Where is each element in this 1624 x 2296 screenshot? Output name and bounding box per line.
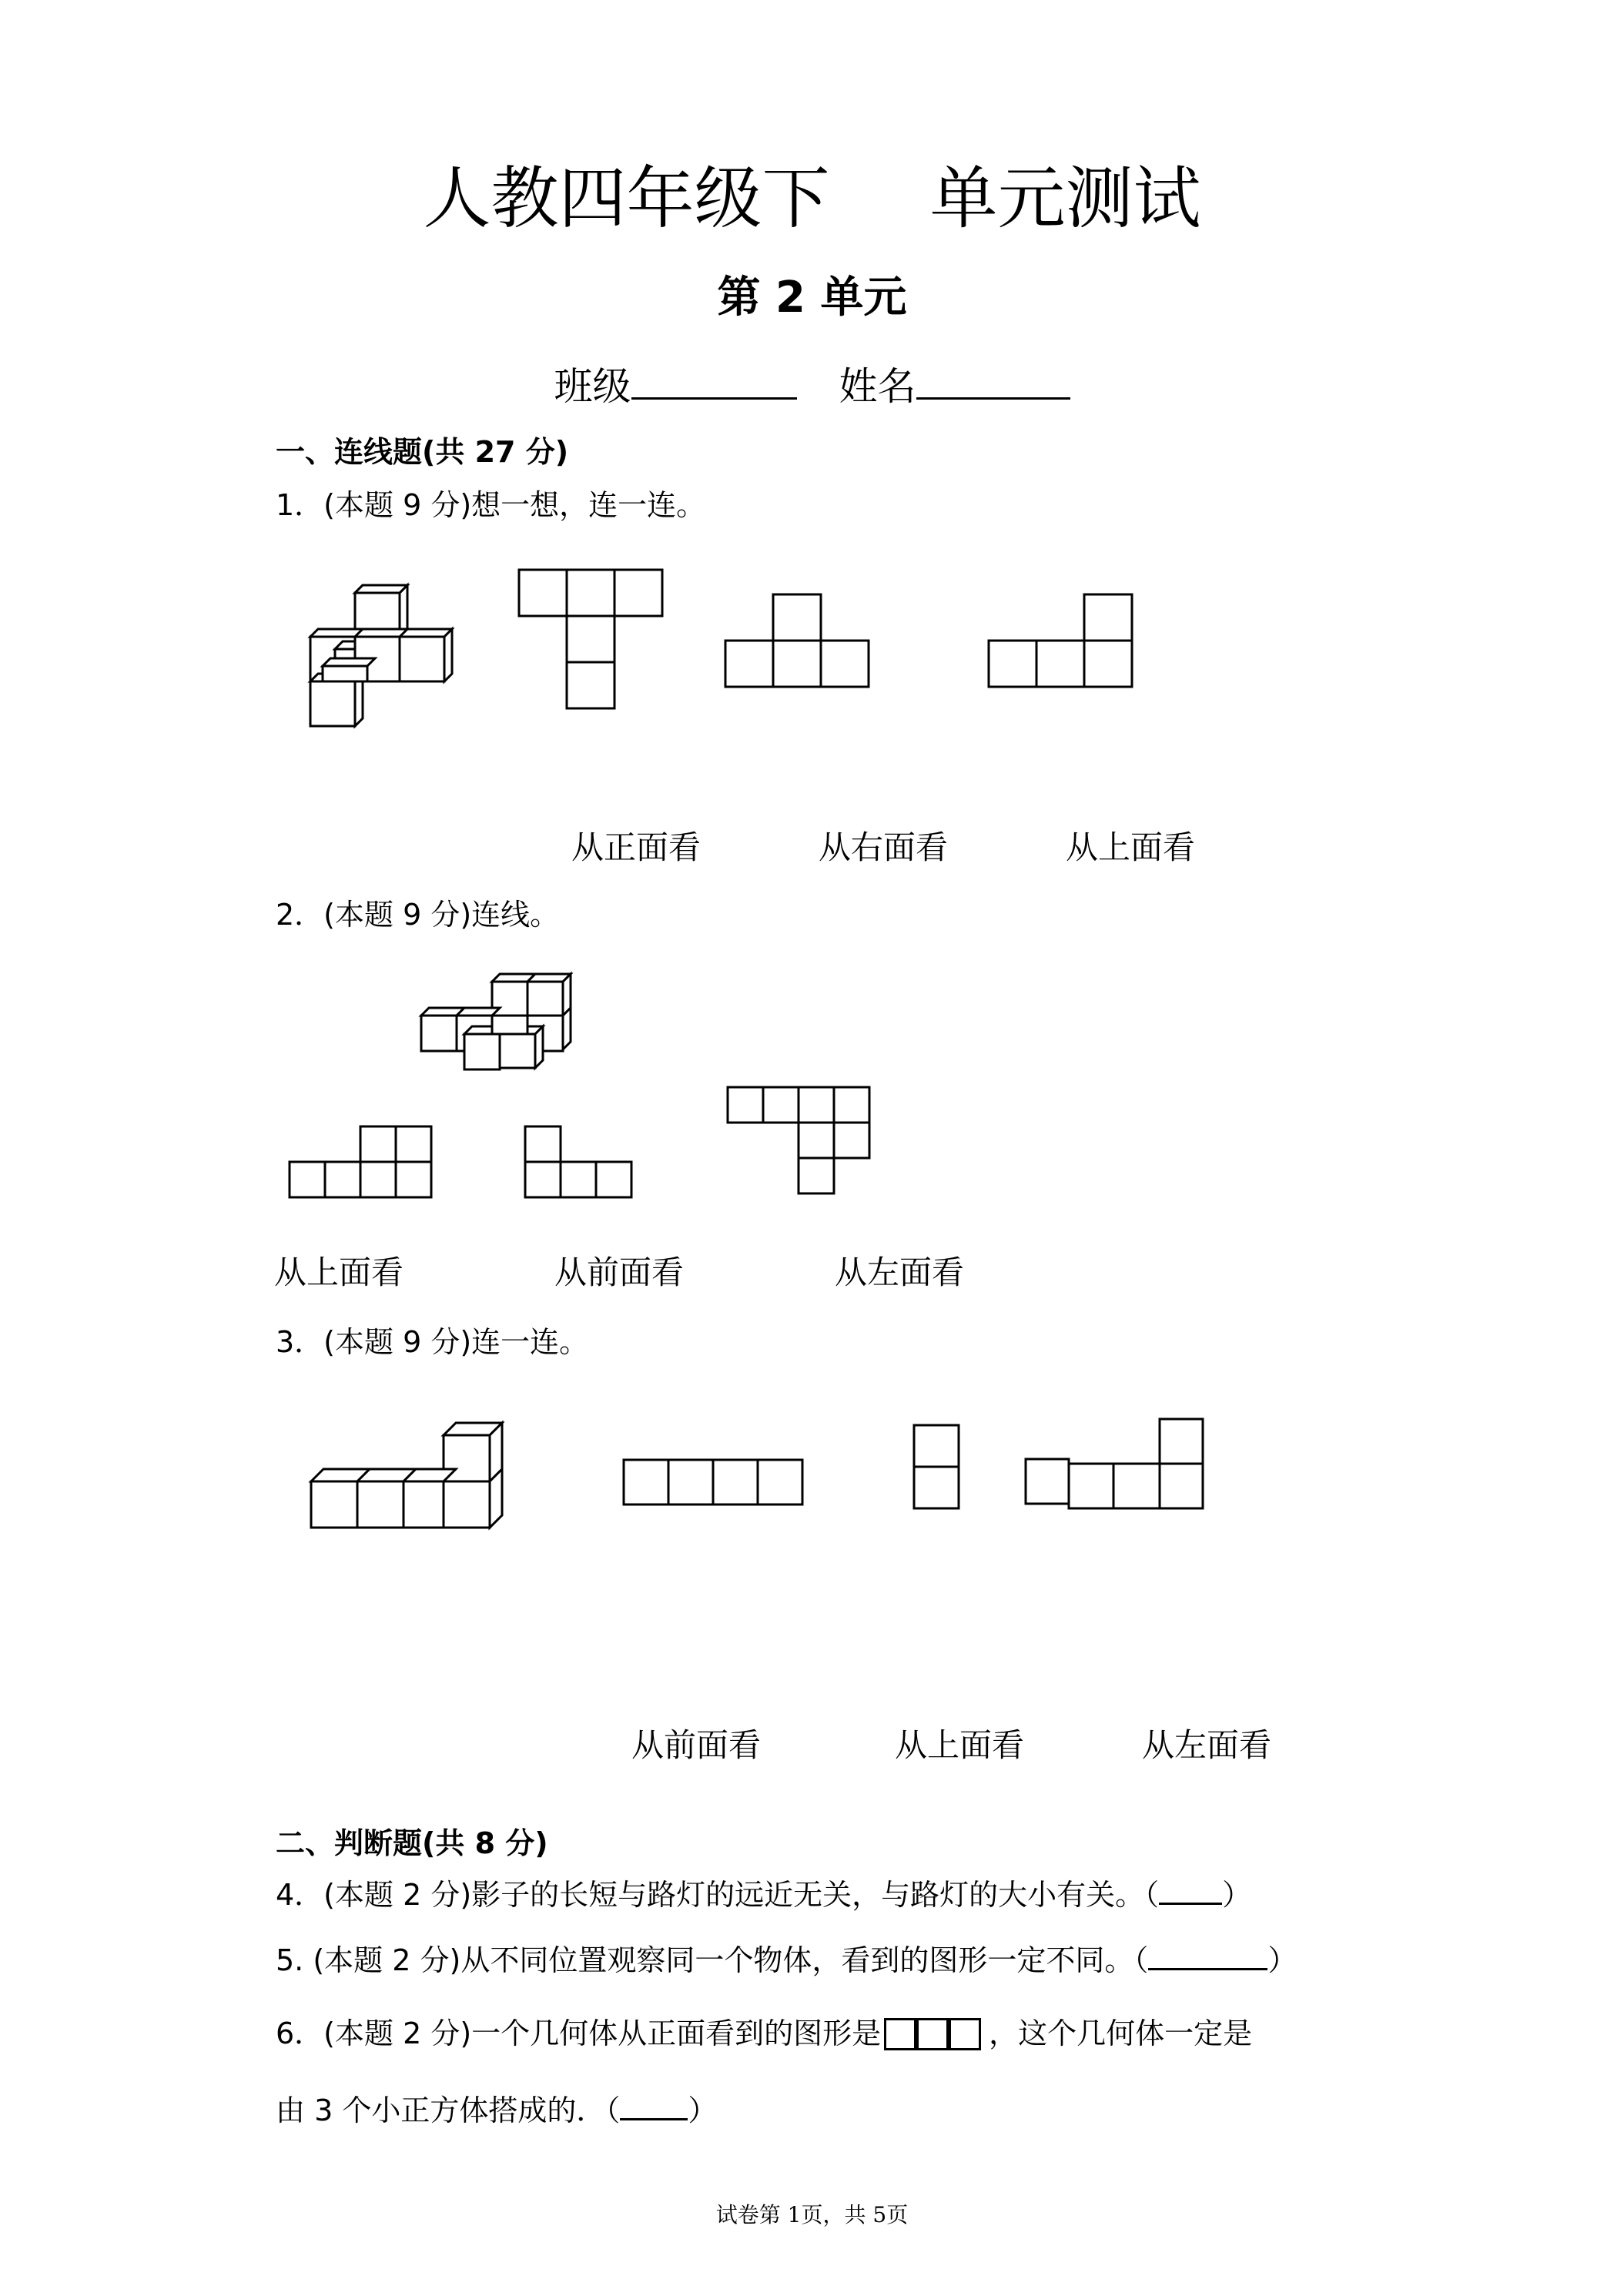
q5-text: 5. (本题 2 分)从不同位置观察同一个物体，看到的图形一定不同。（: [276, 1943, 1149, 1977]
title-left: 人教四年级下: [423, 159, 830, 238]
q1-label-right: 从右面看: [819, 828, 949, 866]
page-footer: 试卷第 1页，共 5页: [715, 2202, 909, 2227]
q3-label-left: 从左面看: [1142, 1726, 1272, 1764]
q2-label-left: 从左面看: [835, 1253, 965, 1291]
question-q5: [276, 1936, 1297, 1979]
q3-view-step: [1023, 1416, 1207, 1511]
q2-view-front: [524, 1123, 635, 1199]
q4-close: ）: [1222, 1878, 1252, 1912]
q5-close: ）: [1267, 1943, 1298, 1977]
q1-view-mountain-shape: [724, 593, 872, 689]
q1-label-front: 从正面看: [571, 828, 702, 866]
q2-label-top: 从上面看: [274, 1253, 404, 1291]
q2-view-left: [726, 1086, 872, 1197]
page-title: [0, 145, 1624, 242]
section-title: 二、判断题(共 8 分): [276, 1826, 548, 1860]
q3-label-front: 从前面看: [631, 1726, 762, 1764]
q2-cube-figure: [418, 974, 576, 1089]
name-blank[interactable]: [916, 359, 1070, 400]
question-q4: [276, 1871, 1251, 1913]
q3-view-column: [912, 1424, 962, 1510]
q6-text-c: 由 3 个小正方体搭成的．（: [276, 2094, 621, 2127]
title-right: 单元测试: [929, 159, 1201, 238]
q1-cube-figure: [304, 581, 481, 728]
q6-close: ）: [688, 2094, 718, 2127]
q3-label-top: 从上面看: [895, 1726, 1025, 1764]
q6-three-squares-figure: [884, 2018, 986, 2053]
question-text: 3．(本题 9 分)连一连。: [276, 1325, 589, 1359]
class-blank[interactable]: [631, 359, 797, 400]
student-info-line: [0, 356, 1624, 411]
q6-text-a: 6．(本题 2 分)一个几何体从正面看到的图形是: [276, 2017, 882, 2050]
q5-answer-blank[interactable]: [1148, 1940, 1267, 1970]
q6-answer-blank[interactable]: [620, 2090, 688, 2120]
question-text: 1．(本题 9 分)想一想，连一连。: [276, 488, 706, 522]
q4-text: 4．(本题 2 分)影子的长短与路灯的远近无关，与路灯的大小有关。（: [276, 1878, 1160, 1912]
question-text: 2．(本题 9 分)连线。: [276, 898, 560, 932]
q6-text-b: ，这个几何体一定是: [989, 2017, 1253, 2050]
q3-view-row: [622, 1458, 804, 1508]
section-title: 一、连线题(共 27 分): [276, 435, 569, 469]
q4-answer-blank[interactable]: [1159, 1875, 1222, 1905]
q2-label-front: 从前面看: [554, 1253, 685, 1291]
q1-label-top: 从上面看: [1066, 828, 1196, 866]
class-label: 班级: [554, 364, 631, 409]
question-q6: [276, 2010, 1252, 2053]
name-label: 姓名: [839, 364, 916, 409]
q3-cube-figure: [308, 1420, 516, 1543]
q2-view-top: [288, 1123, 434, 1199]
q1-view-t-shape: [517, 568, 664, 711]
q1-view-step-shape: [987, 593, 1135, 689]
question-q6-cont: [276, 2087, 717, 2129]
page-subtitle: 第 2 单元: [717, 273, 907, 323]
